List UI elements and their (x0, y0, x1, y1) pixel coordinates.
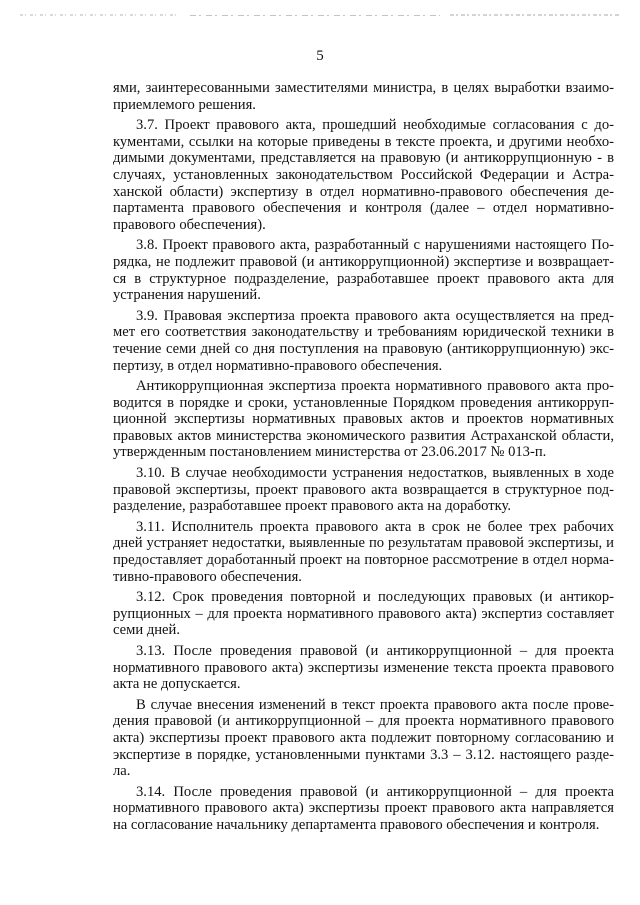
paragraph-line: семи дней. (113, 622, 180, 639)
paragraph-line: 3.8. Проект правового акта, разработанный с нарушениями настоящего По- (136, 237, 614, 254)
paragraph-line: ла. (113, 763, 131, 780)
paragraph-line: 3.14. После проведения правовой (и антикоррупционной – для проекта (136, 783, 614, 800)
paragraph-line: экспертизе в порядке, установленными пунктами 3.3 – 3.12. настоящего разде- (113, 746, 614, 763)
paragraph-line: случаях, установленных законодательством Российской Федерации и Астра- (113, 166, 614, 183)
paragraph-line: 3.12. Срок проведения повторной и последующих правовых (и антикор- (136, 589, 614, 606)
paragraph-line: нормативного правового акта) экспертизы изменение текста проекта правового (113, 659, 614, 676)
paragraph (113, 589, 614, 639)
paragraph-line: акта) экспертизы проект правового акта подлежит повторному согласованию и (113, 729, 614, 746)
paragraph (113, 117, 614, 233)
paragraph (113, 697, 614, 780)
paragraph-line: кументами, ссылки на которые приведены в тексте проекта, и другими необхо- (113, 133, 614, 150)
paragraph (113, 784, 614, 834)
document-body (113, 80, 614, 838)
paragraph-line: разделение, разработавшее проект правового акта на доработку. (113, 498, 512, 515)
paragraph-line: пертизу, в отдел нормативно-правового обеспечения. (113, 357, 443, 374)
paragraph-line: партамента правового обеспечения и контроля (далее – отдел нормативно- (113, 200, 614, 217)
paragraph-line: дения правовой (и антикоррупционной – для проекта нормативного правового (113, 713, 614, 730)
paragraph-line: ционной экспертизы нормативных правовых актов и проектов нормативных (113, 411, 614, 428)
paragraph (113, 80, 614, 113)
paragraph-line: В случае внесения изменений в текст проекта правового акта после прове- (136, 696, 614, 713)
paragraph-line: ся в структурное подразделение, разработавшее проект правового акта для (113, 270, 614, 287)
paragraph-line: акта не допускается. (113, 676, 241, 693)
paragraph-line: 3.10. В случае необходимости устранения недостатков, выявленных в ходе (136, 465, 614, 482)
paragraph (113, 643, 614, 693)
scan-artifact-line (20, 14, 620, 17)
paragraph-line: 3.13. После проведения правовой (и антикоррупционной – для проекта (136, 643, 614, 659)
paragraph-line: правового обеспечения). (113, 216, 266, 233)
paragraph-line: ями, заинтересованными заместителями министра, в целях выработки взаимо- (113, 80, 614, 96)
paragraph-line: устранения нарушений. (113, 287, 261, 304)
paragraph-line: мет его соответствия законодательству и требованиям юридической техники в (113, 324, 614, 341)
paragraph-line: нормативного правового акта) экспертизы проект правового акта направляется (113, 800, 614, 817)
paragraph-line: 3.9. Правовая экспертиза проекта правового акта осуществляется на пред- (136, 307, 614, 324)
paragraph-line: предоставляет доработанный проект на повторное рассмотрение в отдел норма- (113, 552, 614, 569)
paragraph-line: димыми документами, представляется на правовую (и антикоррупционную - в (113, 150, 614, 167)
paragraph-line: тивно-правового обеспечения. (113, 568, 302, 585)
paragraph (113, 378, 614, 461)
paragraph (113, 519, 614, 585)
paragraph-line: 3.7. Проект правового акта, прошедший необходимые согласования с до- (136, 117, 614, 134)
paragraph-line: водится в порядке и сроки, установленные Порядком проведения антикорруп- (113, 394, 614, 411)
paragraph-line: правовых актов министерства экономического развития Астраханской области, (113, 427, 614, 444)
paragraph (113, 465, 614, 515)
paragraph (113, 308, 614, 374)
paragraph-line: на согласование начальнику департамента правового обеспечения и контроля. (113, 816, 600, 833)
paragraph-line: течение семи дней со дня поступления на правовую (антикоррупционную) экс- (113, 340, 614, 357)
paragraph-line: ханской области) экспертизу в отдел нормативно-правового обеспечения де- (113, 183, 614, 200)
paragraph-line: дней устраняет недостатки, выявленные по результатам правовой экспертизы, и (113, 535, 614, 552)
paragraph-line: правовой экспертизы, проект правового акта возвращается в структурное под- (113, 481, 614, 498)
paragraph-line: Антикоррупционная экспертиза проекта нормативного правового акта про- (136, 378, 614, 395)
paragraph-line: приемлемого решения. (113, 96, 256, 113)
paragraph (113, 237, 614, 303)
paragraph-line: рядка, не подлежит правовой (и антикоррупционной) экспертизе и возвращает- (113, 253, 614, 270)
paragraph-line: рупционных – для проекта нормативного правового акта) экспертиз составляет (113, 605, 614, 622)
paragraph-line: 3.11. Исполнитель проекта правового акта в срок не более трех рабочих (136, 518, 614, 535)
page-number: 5 (316, 48, 324, 64)
paragraph-line: утвержденным постановлением министерства от 23.06.2017 № 013-п. (113, 444, 547, 461)
